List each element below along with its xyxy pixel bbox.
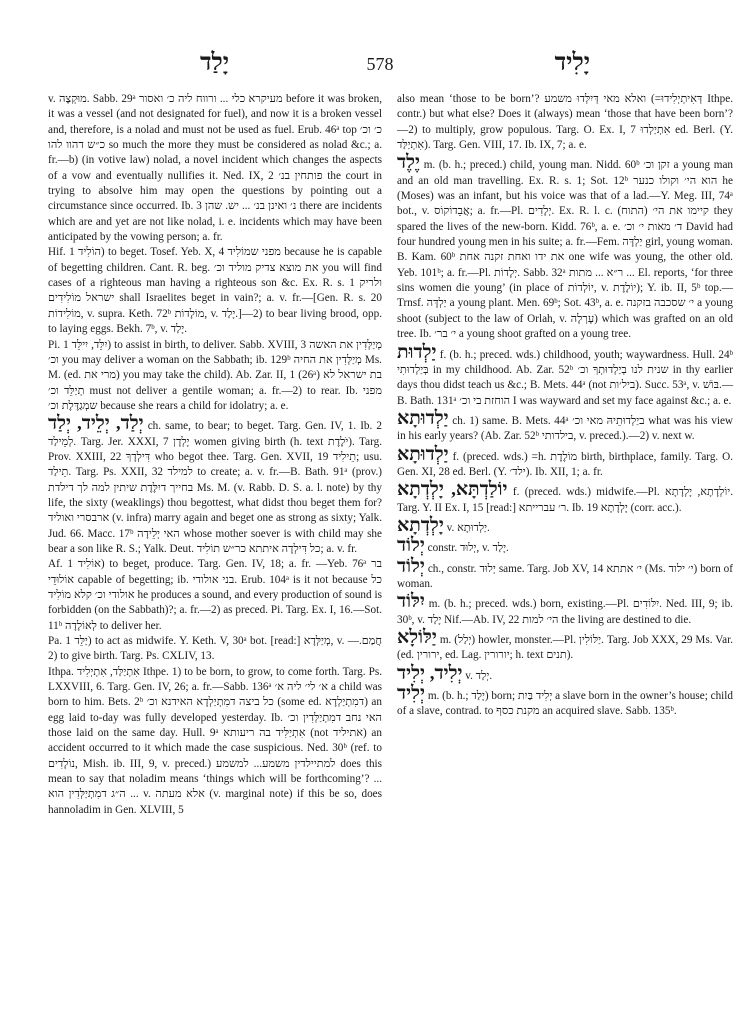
entry-text: m. (יְלַל) howler, monster.—Pl. יַלּוֹלִין. Targ. Job XXX, 29 Ms. Var. (ed. ירורין, ed. Lag. יורורין; h. text תנים). xyxy=(397,634,733,662)
entry-text: m. (b. h.; preced.) child, young man. Nidd. 60ᵇ זקן וכ׳ a young man and an old man travelling. Ex. R. s. 1; Sot. 12ᵇ הוא הי׳ וקולו כנער he (Moses) was an infant, but his voice was that of a lad.—Y. Meg. III, 74ᵃ bot., v. אֲבֵדוֹקוֹס; a. fr.—Pl. יְלָדִים. Ex. R. l. c. קיימו את הי׳ (התוח) they spared the lives of the new-born. Kidd. 76ᵇ, a. e. ד׳ מאות י׳ וכ׳ David had four hundred young men in his suite; a. fr.—Fem. יַלְדָּה girl, young woman. B. Kam. 60ᵇ את ידו ואחת זקנה אחת one wife was young, the other old. Yeb. 101ᵇ; a. fr.—Pl. יְלָדוֹת. Sabb. 32ᵃ ר״א ... מתות ... El. reports, ‘for three sins women die young’ (in place of יוֹלְדוֹת, v. יוֹלֶדֶת); Y. ib. II, 5ᵇ top.—Trnsf. יַלְדָּה a young plant. Men. 69ᵇ; Sot. 43ᵇ, a. e. י׳ שסכבה בזקנה a young shoot (subject to the law of Orlah, v. עָרְלָה) which was grafted on an old tree. Ib. י׳ בר׳ a young shoot grafted on a young tree. xyxy=(397,159,734,341)
running-header xyxy=(70,50,690,78)
entry-headword: יְלִיד, יְלִיד xyxy=(397,662,463,684)
entry xyxy=(397,92,733,153)
entry xyxy=(48,557,382,634)
entry-text: Af. אוֹלִיד 1) to beget, produce. Targ. Gen. IV, 18; a. fr. —Yeb. 76ᵃ בר אוֹלוּדֵי capable of begetting; ib. בני אולודי. Erub. 104ᵃ is it not because כל אולודי וכ׳ קלא מוֹלִיד he produces a sound, and every production of sound is forbidden (on the Sabbath)?; a. fr.—2) as preced. Pi. Targ. Ex. I, 16.—Sot. 11ᵇ לְאוֹלָדָה to deliver her. xyxy=(48,558,383,632)
entry-text: Hif. הוֹלִיד 1) to beget. Tosef. Yeb. X, 4 מפני שמוֹלִיד because he is capable of begetting children. Cant. R. beg. את מוצא צדיק מוליד וכ׳ you will find cases of a righteous man having a righteous son &c. Ex. R. s. 1 ולריק ישראל מוֹלִידִים shall Israelites beget in vain?; a. v. fr.—[Gen. R. s. 20 מוֹלִידוֹת, v. supra. Keth. 72ᵇ מוֹלָדוֹת, v. יָלַד.]—2) to bear living brood, opp. to laying eggs. Bekh. 7ᵇ, v. יָלַד. xyxy=(48,246,382,336)
entry-text: f. (preced. wds.) =h. מוֹלֶדֶת birth, birthplace, family. Targ. O. Gen. XI, 28 ed. Berl. (Y. ילד׳). Ib. XII, 1; a. fr. xyxy=(397,450,733,478)
right-running-headword: יָלִיד xyxy=(554,50,590,76)
entry-text: v. יְלַד. xyxy=(465,669,493,682)
entry xyxy=(48,92,382,245)
entry-headword: יַלְדוּתָא xyxy=(397,407,449,429)
entry-text: also mean ‘those to be born’? ואלא מאי דְּיִלְּדוּ משמע (=דְּאִיתְיְלִידוּ Ithpe. contr.) but what else? Does it (always) mean ‘those that have been born’?—2) to multiply, grow populous. Targ. O. Ex. I, 7 אִתְיַלְדוּ ed. Berl. (Y. אִתְיַלַּד). Targ. Gen. VIII, 17. Ib. IX, 7; a. e. xyxy=(397,93,733,152)
entry-headword: יָלְדְתָא xyxy=(397,514,444,536)
entry-headword: יִלּוֹד xyxy=(397,591,425,613)
entry xyxy=(397,445,733,481)
entry-text: Ithpa. אִתְיַלַּד, אִתְיְלִיד Ithpe. 1) to be born, to grow, to come forth. Targ. Ps. LXXVIII, 6. Targ. Gen. IV, 26; a. fr.—Sabb. 136ᵃ א׳ לי׳ ליה א׳ a child was born to him. Bets. 2ᵇ כל ביצה דמִתְיַלְדָא האידנא וכ׳ (some ed. דמִתְיַלְדָא) an egg laid to-day was fully developed yesterday. Ib. האי נחב דמִתְיַלְּדִין וכ׳ those laid on the same day. Hull. 9ᵃ אִתְיַלִּיד בה ריעותא (not אתיליד) an accident occurred to it which made the case suspicious. Ned. 30ᵇ (ref. to נוֹלָדִים, Mish. ib. III, 9, v. preced.) למתיילדין משמע... למשמע does this mean to say that noladim means ‘things which will be forthcoming’? ... ה״ג דמִתְיַלְּדִין הוא ... v. אלא מעתה (v. marginal note) if this be so, does hannoladim in Gen. XLVIII, 5 xyxy=(48,665,382,816)
entry-headword: יֶלֶד xyxy=(397,152,421,174)
entry xyxy=(397,153,733,342)
entry xyxy=(397,592,733,628)
entry xyxy=(397,664,733,684)
entry xyxy=(397,628,733,664)
entry-text: ch. same, to bear; to beget. Targ. Gen. IV, 1. Ib. 2 לְמֵילַד. Targ. Jer. XXXI, 7 יָלְדָן women giving birth (h. text יֹלֶדֶת). Targ. Prov. XXIII, 22 דִּילְדָךְ who begot thee. Targ. Gen. XVII, 19 תֵילִיד; usu. תֵילַד. Targ. Ps. XXII, 32 למילד to create; a. v. fr.—B. Bath. 91ᵃ (prov.) בחייך דיִלֶּדֶת שיתין למה לך דילדת Ms. M. (v. Rabb. D. S. a. l. note) by thy life, the sixty (weaklings) thou begottest, what didst thou beget them for? ארבסרי ואוליד (v. infra) marry again and beget one as strong as sixty; Yalk. Jud. 66. Macc. 17ᵇ האי יְלֵידָה whose mother soever is with child may she bear a son like R. S.; Yalk. Deut. כל דִּילְדָה איתתא כר״ש תוֹלִיד; a. v. fr. xyxy=(48,420,382,555)
entry-headword: יְלוֹד xyxy=(397,535,425,557)
entry-text: Pa. יַלֵּד 1) to act as midwife. Y. Keth. V, 30ᵃ bot. [read:] מְיַלְּדָא, v. חֲמַם.—2) to give birth. Targ. Ps. CXLIV, 13. xyxy=(48,635,382,663)
entry xyxy=(397,684,733,720)
entry-headword: יוֹלַדְתָּא, יָלְדְתָא xyxy=(397,479,508,501)
entry-headword: יַלְדוּת xyxy=(397,341,437,363)
entry-text: f. (b. h.; preced. wds.) childhood, youth; waywardness. Hull. 24ᵇ בְּיַלְדוּתִי in my childhood. Ab. Zar. 52ᵇ שנית לנו בְיַלְדוּתְךָ וכ׳ in thy earlier days thou didst teach us &c.; B. Mets. 44ᵃ (not ביל׳ות). Succ. 53ᵃ, v. בּוֹשׁ.— B. Bath. 131ᵃ הוחזת בי וכ׳ I was wayward and set my face against &c.; a. e. xyxy=(397,348,733,407)
entry-headword: יְלוֹד xyxy=(397,555,425,577)
entry-headword: יְלִיד xyxy=(397,683,425,705)
entry-text: v. מוּקְצֶה. Sabb. 29ᵃ מעיקרא כלי ... ורווח ליה כ׳ ואסור before it was broken, it was a vessel (and not designated for fuel), and now it is a broken vessel and, therefore, is a nolad and must not be used as fuel. Erub. 46ᵃ top כ׳ וכ׳ כ״ש דהוו להו so much the more they must be considered as nolad &c.; a. fr.—b) (in votive law) nolad, a novel incident which changes the aspects of a vow and eventually nullifies it. Ned. IX, 2 פותחין בנ׳ the court in trying to absolve him may open the questions by pointing out a circumstance since occurred. Ib. 3 נ׳ ואינן בנ׳ ... יש. שהן there are incidents which are and yet are not like nolad, i. e. incidents which may have been anticipated by the vowing person; a. fr. xyxy=(48,93,382,244)
entry xyxy=(397,536,733,556)
entry xyxy=(397,343,733,409)
entry xyxy=(397,409,733,445)
entry-text: v. יַלְדוּתָא. xyxy=(446,521,490,534)
entry-headword: יַלּוֹלָא xyxy=(397,627,437,648)
entry-headword: יַלְדוּתָא xyxy=(397,443,449,465)
left-column xyxy=(48,92,382,818)
entry-text: ch. 1) same. B. Mets. 44ᵃ ביַלְדוּתֵיהּ מאי וכ׳ what was his view in his early years? (Ab. Zar. 52ᵇ בילדותי, v. preced.).—2) v. next w. xyxy=(397,414,734,443)
entry xyxy=(397,480,733,516)
entry-text: ch., constr. יְלוּד same. Targ. Job XV, 14 י׳ אתתא (Ms. י׳ ילוד) born of woman. xyxy=(397,562,733,590)
right-column xyxy=(397,92,733,720)
entry xyxy=(48,245,382,337)
entry-text: m. (b. h.; preced. wds.) born, existing.—Pl. יִלּוֹדִים. Ned. III, 9; ib. 30ᵇ, v. יָלַד Nif.—Ab. IV, 22 הי׳ למות the living are destined to die. xyxy=(397,598,733,626)
entry-text: Pi. יִלֵּד, יִילֵּד 1) to assist in birth, to deliver. Sabb. XVIII, 3 מְיַלְּדִין את האשה וכ׳ you may deliver a woman on the Sabbath; ib. 129ᵇ מְיַלְּדִין את החיה Ms. M. (ed. מרי את) you may take the child). Ab. Zar. II, 1 (26ᵃ) בת ישראל לא תְיַלֵּד וכ׳ must not deliver a gentile woman; a. fr.—2) to rear. Ib. מפני שמְגַדֶּלֶת וכ׳ because she rears a child for idolatry; a. e. xyxy=(48,338,383,412)
entry-text: m. (b. h.; יָלַד) born; יְלִיד בַּיִת a slave born in the owner’s house; child of a slave, contrad. to מקנת כסף an acquired slave. Sabb. 135ᵇ. xyxy=(397,690,733,718)
entry xyxy=(48,338,382,415)
entry-text: f. (preced. wds.) midwife.—Pl. יוֹלְדָתָא, יָלְדָתָא. Targ. Y. II Ex. I, 15 [read:] ר׳ עברייתא. Ib. 19 יָלְדָתָא (corr. acc.). xyxy=(397,486,733,514)
entry xyxy=(48,414,382,557)
entry-headword: יְלַד, יְלֵיד, יְלַד xyxy=(48,413,144,435)
left-running-headword: יָלַד xyxy=(200,50,230,76)
entry xyxy=(397,557,733,593)
entry xyxy=(48,634,382,665)
entry xyxy=(48,665,382,818)
page-number: 578 xyxy=(366,54,394,74)
entry-text: constr. יְלוּד, v. יָלַד. xyxy=(427,542,509,555)
entry xyxy=(397,516,733,536)
